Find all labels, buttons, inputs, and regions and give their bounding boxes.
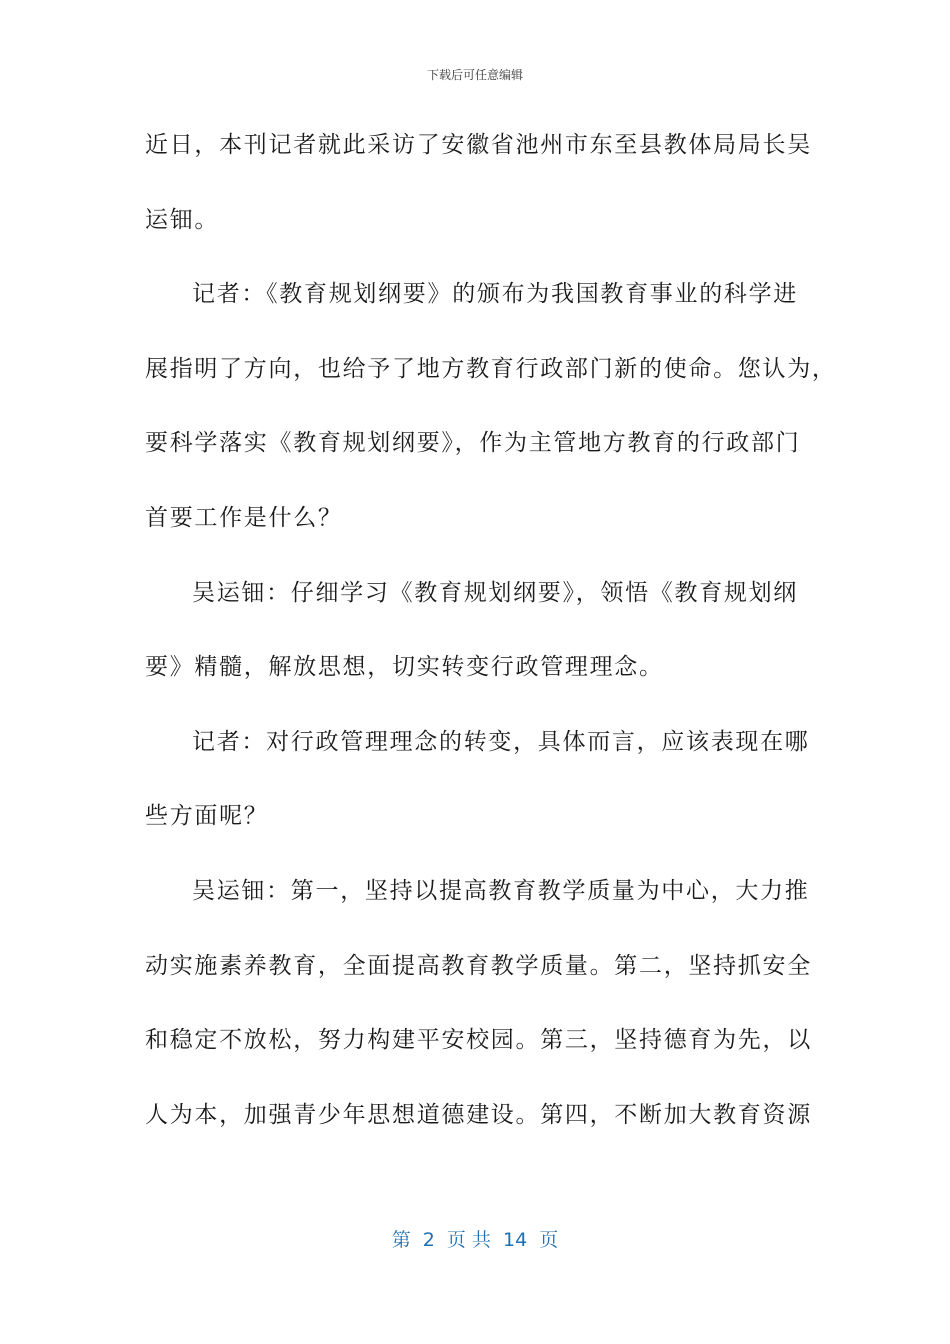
document-body	[145, 118, 837, 1162]
paragraph-line: 动实施素养教育，全面提高教育教学质量。第二，坚持抓安全	[145, 952, 812, 979]
paragraph-line: 要》精髓，解放思想，切实转变行政管理理念。	[145, 654, 664, 681]
paragraph-line: 运钿。	[145, 206, 220, 233]
paragraph-line: 首要工作是什么？	[145, 504, 343, 531]
paragraph-line: 吴运钿：仔细学习《教育规划纲要》，领悟《教育规划纲	[192, 579, 798, 606]
paragraph-line: 人为本，加强青少年思想道德建设。第四，不断加大教育资源	[145, 1101, 812, 1128]
paragraph-line: 些方面呢？	[145, 803, 269, 830]
paragraph-line: 和稳定不放松，努力构建平安校园。第三，坚持德育为先，以	[145, 1027, 812, 1054]
paragraph-line: 记者：对行政管理理念的转变，具体而言，应该表现在哪	[192, 728, 810, 755]
paragraph-line: 要科学落实《教育规划纲要》，作为主管地方教育的行政部门	[145, 430, 801, 457]
paragraph-line: 吴运钿：第一，坚持以提高教育教学质量为中心，大力推	[192, 877, 810, 904]
paragraph-line: 记者：《教育规划纲要》的颁布为我国教育事业的科学进	[192, 281, 798, 308]
paragraph-line: 近日，本刊记者就此采访了安徽省池州市东至县教体局局长吴	[145, 132, 812, 158]
page-number-footer: 第 2 页 共 14 页	[391, 1229, 559, 1251]
page-header-note: 下载后可任意编辑	[426, 68, 523, 82]
paragraph-line: 展指明了方向，也给予了地方教育行政部门新的使命。您认为，	[145, 355, 837, 382]
